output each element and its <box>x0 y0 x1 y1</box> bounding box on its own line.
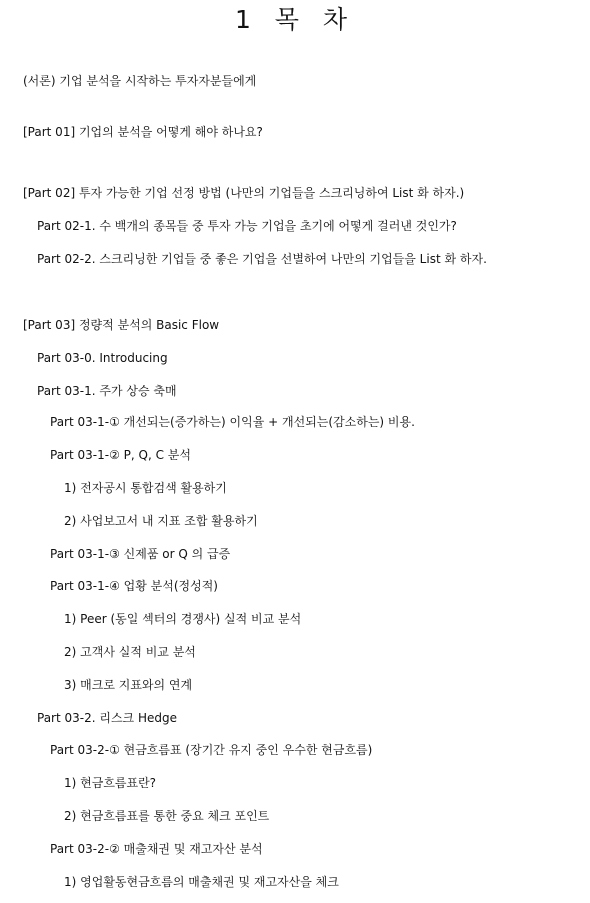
toc-item-receivables-check: 1) 영업활동현금흐름의 매출채권 및 재고자산을 체크 <box>64 875 339 889</box>
toc-intro: (서론) 기업 분석을 시작하는 투자자분들에게 <box>23 74 257 88</box>
toc-item-dart-search: 1) 전자공시 통합검색 활용하기 <box>64 481 227 495</box>
toc-part-03: [Part 03] 정량적 분석의 Basic Flow <box>23 318 220 332</box>
toc-part-02: [Part 02] 투자 가능한 기업 선정 방법 (나만의 기업들을 스크리닝하여 List 화 하자.) <box>23 186 465 200</box>
toc-item-peer-analysis: 1) Peer (동일 섹터의 경쟁사) 실적 비교 분석 <box>64 612 302 626</box>
toc-item-macro-link: 3) 매크로 지표와의 연계 <box>64 678 193 692</box>
toc-part-02-2: Part 02-2. 스크리닝한 기업들 중 좋은 기업을 선별하여 나만의 기업들을 List 화 하자. <box>37 252 487 266</box>
toc-item-cashflow-check: 2) 현금흐름표를 통한 중요 체크 포인트 <box>64 809 270 823</box>
toc-part-03-1: Part 03-1. 주가 상승 축매 <box>37 384 177 398</box>
toc-part-03-1-3: Part 03-1-③ 신제품 or Q 의 급증 <box>50 547 231 561</box>
toc-item-customer-analysis: 2) 고객사 실적 비교 분석 <box>64 645 196 659</box>
toc-part-03-2-2: Part 03-2-② 매출채권 및 재고자산 분석 <box>50 842 263 856</box>
toc-part-03-2: Part 03-2. 리스크 Hedge <box>37 711 177 725</box>
toc-part-03-1-2: Part 03-1-② P, Q, C 분석 <box>50 448 191 462</box>
toc-item-report-metrics: 2) 사업보고서 내 지표 조합 활용하기 <box>64 514 258 528</box>
document-title: 1 목 차 <box>234 5 356 34</box>
toc-part-02-1: Part 02-1. 수 백개의 종목들 중 투자 가능 기업을 초기에 어떻게 걸러낸 것인가? <box>37 219 457 233</box>
toc-part-03-1-1: Part 03-1-① 개선되는(증가하는) 이익율 + 개선되는(감소하는) 비용. <box>50 415 415 429</box>
toc-part-03-0: Part 03-0. Introducing <box>37 351 168 365</box>
toc-part-03-1-4: Part 03-1-④ 업황 분석(정성적) <box>50 579 218 593</box>
toc-part-01: [Part 01] 기업의 분석을 어떻게 해야 하나요? <box>23 125 263 139</box>
toc-item-cashflow-what: 1) 현금흐름표란? <box>64 776 157 790</box>
toc-part-03-2-1: Part 03-2-① 현금흐름표 (장기간 유지 중인 우수한 현금흐름) <box>50 743 373 757</box>
